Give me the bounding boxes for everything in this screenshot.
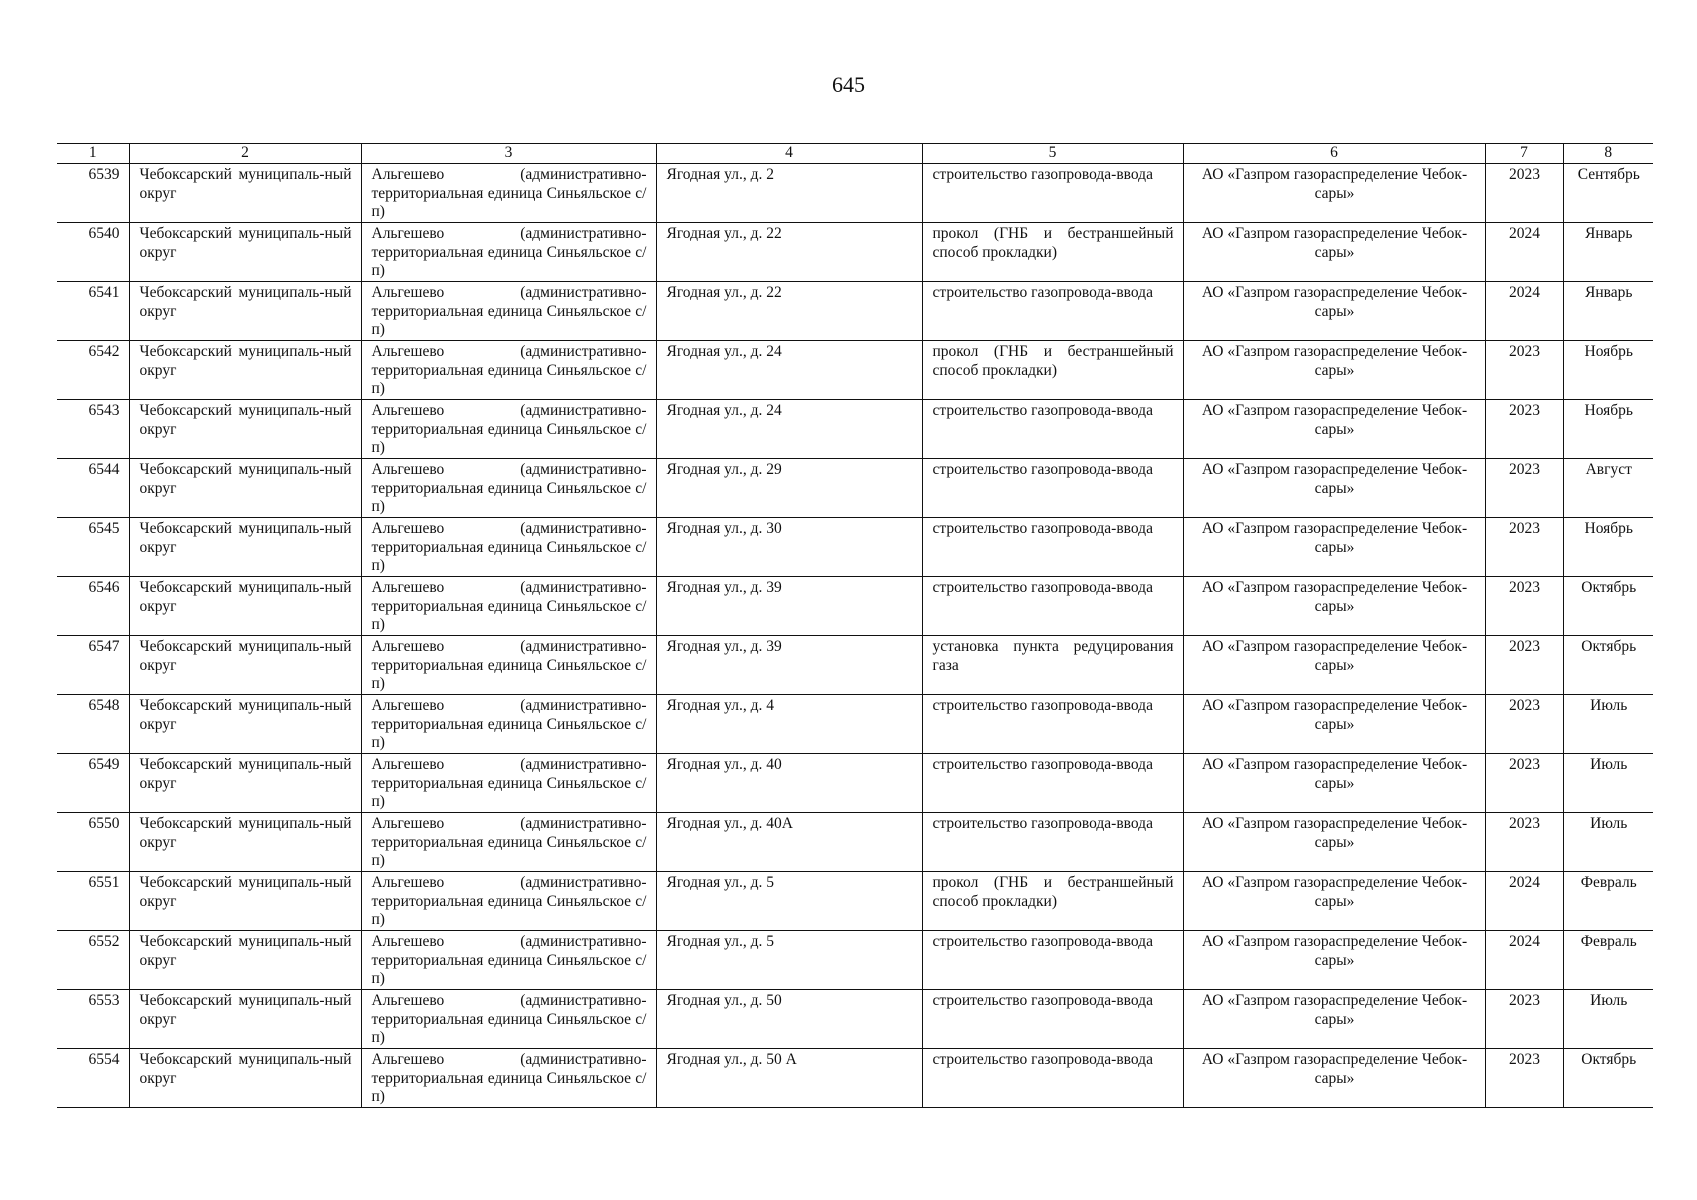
row-number-cell: 6553 bbox=[57, 990, 129, 1049]
table-row bbox=[57, 223, 1653, 282]
year-cell: 2024 bbox=[1485, 282, 1563, 341]
settlement-cell: Альгешево (административно-территориальная единица Синьяльское с/п) bbox=[361, 813, 656, 872]
column-header: 5 bbox=[922, 144, 1183, 164]
month-cell: Ноябрь bbox=[1563, 518, 1653, 577]
address-cell: Ягодная ул., д. 30 bbox=[656, 518, 922, 577]
work-type-cell: строительство газопровода-ввода bbox=[922, 164, 1183, 223]
work-type-cell: строительство газопровода-ввода bbox=[922, 754, 1183, 813]
table-row bbox=[57, 459, 1653, 518]
table-row bbox=[57, 636, 1653, 695]
settlement-cell: Альгешево (административно-территориальная единица Синьяльское с/п) bbox=[361, 1049, 656, 1108]
row-number-cell: 6542 bbox=[57, 341, 129, 400]
address-cell: Ягодная ул., д. 5 bbox=[656, 931, 922, 990]
organization-cell: АО «Газпром газораспределение Чебок-сары» bbox=[1183, 400, 1485, 459]
year-cell: 2023 bbox=[1485, 1049, 1563, 1108]
table-row bbox=[57, 282, 1653, 341]
work-type-cell: строительство газопровода-ввода bbox=[922, 695, 1183, 754]
month-cell: Июль bbox=[1563, 990, 1653, 1049]
year-cell: 2023 bbox=[1485, 695, 1563, 754]
month-cell: Январь bbox=[1563, 223, 1653, 282]
month-cell: Ноябрь bbox=[1563, 341, 1653, 400]
year-cell: 2023 bbox=[1485, 577, 1563, 636]
row-number-cell: 6544 bbox=[57, 459, 129, 518]
month-cell: Август bbox=[1563, 459, 1653, 518]
organization-cell: АО «Газпром газораспределение Чебок-сары» bbox=[1183, 636, 1485, 695]
address-cell: Ягодная ул., д. 40 bbox=[656, 754, 922, 813]
table-row bbox=[57, 872, 1653, 931]
row-number-cell: 6551 bbox=[57, 872, 129, 931]
district-cell: Чебоксарский муниципаль-ный округ bbox=[129, 813, 361, 872]
settlement-cell: Альгешево (административно-территориальная единица Синьяльское с/п) bbox=[361, 990, 656, 1049]
address-cell: Ягодная ул., д. 22 bbox=[656, 223, 922, 282]
settlement-cell: Альгешево (административно-территориальная единица Синьяльское с/п) bbox=[361, 931, 656, 990]
year-cell: 2024 bbox=[1485, 872, 1563, 931]
organization-cell: АО «Газпром газораспределение Чебок-сары» bbox=[1183, 813, 1485, 872]
settlement-cell: Альгешево (административно-территориальная единица Синьяльское с/п) bbox=[361, 872, 656, 931]
district-cell: Чебоксарский муниципаль-ный округ bbox=[129, 223, 361, 282]
settlement-cell: Альгешево (административно-территориальная единица Синьяльское с/п) bbox=[361, 518, 656, 577]
year-cell: 2024 bbox=[1485, 223, 1563, 282]
table-row bbox=[57, 813, 1653, 872]
column-header: 8 bbox=[1563, 144, 1653, 164]
registry-body bbox=[57, 164, 1653, 1108]
month-cell: Июль bbox=[1563, 754, 1653, 813]
address-cell: Ягодная ул., д. 50 bbox=[656, 990, 922, 1049]
organization-cell: АО «Газпром газораспределение Чебок-сары» bbox=[1183, 518, 1485, 577]
settlement-cell: Альгешево (административно-территориальная единица Синьяльское с/п) bbox=[361, 754, 656, 813]
district-cell: Чебоксарский муниципаль-ный округ bbox=[129, 282, 361, 341]
year-cell: 2023 bbox=[1485, 400, 1563, 459]
row-number-cell: 6541 bbox=[57, 282, 129, 341]
year-cell: 2023 bbox=[1485, 164, 1563, 223]
row-number-cell: 6539 bbox=[57, 164, 129, 223]
work-type-cell: прокол (ГНБ и бестраншейный способ прокладки) bbox=[922, 223, 1183, 282]
district-cell: Чебоксарский муниципаль-ный округ bbox=[129, 341, 361, 400]
year-cell: 2023 bbox=[1485, 754, 1563, 813]
row-number-cell: 6545 bbox=[57, 518, 129, 577]
table-row bbox=[57, 164, 1653, 223]
row-number-cell: 6552 bbox=[57, 931, 129, 990]
organization-cell: АО «Газпром газораспределение Чебок-сары» bbox=[1183, 872, 1485, 931]
work-type-cell: строительство газопровода-ввода bbox=[922, 990, 1183, 1049]
district-cell: Чебоксарский муниципаль-ный округ bbox=[129, 754, 361, 813]
work-type-cell: строительство газопровода-ввода bbox=[922, 518, 1183, 577]
organization-cell: АО «Газпром газораспределение Чебок-сары» bbox=[1183, 931, 1485, 990]
district-cell: Чебоксарский муниципаль-ный округ bbox=[129, 931, 361, 990]
district-cell: Чебоксарский муниципаль-ный округ bbox=[129, 1049, 361, 1108]
row-number-cell: 6548 bbox=[57, 695, 129, 754]
column-header: 3 bbox=[361, 144, 656, 164]
column-header: 1 bbox=[57, 144, 129, 164]
registry-table bbox=[57, 143, 1653, 1108]
settlement-cell: Альгешево (административно-территориальная единица Синьяльское с/п) bbox=[361, 223, 656, 282]
address-cell: Ягодная ул., д. 39 bbox=[656, 636, 922, 695]
column-header: 7 bbox=[1485, 144, 1563, 164]
district-cell: Чебоксарский муниципаль-ный округ bbox=[129, 577, 361, 636]
settlement-cell: Альгешево (административно-территориальная единица Синьяльское с/п) bbox=[361, 400, 656, 459]
year-cell: 2023 bbox=[1485, 518, 1563, 577]
work-type-cell: установка пункта редуцирования газа bbox=[922, 636, 1183, 695]
district-cell: Чебоксарский муниципаль-ный округ bbox=[129, 459, 361, 518]
table-row bbox=[57, 341, 1653, 400]
row-number-cell: 6547 bbox=[57, 636, 129, 695]
settlement-cell: Альгешево (административно-территориальная единица Синьяльское с/п) bbox=[361, 577, 656, 636]
district-cell: Чебоксарский муниципаль-ный округ bbox=[129, 872, 361, 931]
month-cell: Январь bbox=[1563, 282, 1653, 341]
address-cell: Ягодная ул., д. 29 bbox=[656, 459, 922, 518]
settlement-cell: Альгешево (административно-территориальная единица Синьяльское с/п) bbox=[361, 695, 656, 754]
work-type-cell: строительство газопровода-ввода bbox=[922, 931, 1183, 990]
organization-cell: АО «Газпром газораспределение Чебок-сары» bbox=[1183, 341, 1485, 400]
address-cell: Ягодная ул., д. 39 bbox=[656, 577, 922, 636]
row-number-cell: 6540 bbox=[57, 223, 129, 282]
address-cell: Ягодная ул., д. 24 bbox=[656, 400, 922, 459]
month-cell: Октябрь bbox=[1563, 1049, 1653, 1108]
work-type-cell: прокол (ГНБ и бестраншейный способ прокладки) bbox=[922, 341, 1183, 400]
settlement-cell: Альгешево (административно-территориальная единица Синьяльское с/п) bbox=[361, 164, 656, 223]
year-cell: 2024 bbox=[1485, 931, 1563, 990]
address-cell: Ягодная ул., д. 50 А bbox=[656, 1049, 922, 1108]
year-cell: 2023 bbox=[1485, 813, 1563, 872]
work-type-cell: строительство газопровода-ввода bbox=[922, 459, 1183, 518]
organization-cell: АО «Газпром газораспределение Чебок-сары» bbox=[1183, 577, 1485, 636]
column-header: 6 bbox=[1183, 144, 1485, 164]
row-number-cell: 6546 bbox=[57, 577, 129, 636]
work-type-cell: строительство газопровода-ввода bbox=[922, 813, 1183, 872]
organization-cell: АО «Газпром газораспределение Чебок-сары» bbox=[1183, 754, 1485, 813]
address-cell: Ягодная ул., д. 24 bbox=[656, 341, 922, 400]
settlement-cell: Альгешево (административно-территориальная единица Синьяльское с/п) bbox=[361, 341, 656, 400]
table-row bbox=[57, 400, 1653, 459]
work-type-cell: строительство газопровода-ввода bbox=[922, 577, 1183, 636]
settlement-cell: Альгешево (административно-территориальная единица Синьяльское с/п) bbox=[361, 636, 656, 695]
organization-cell: АО «Газпром газораспределение Чебок-сары» bbox=[1183, 164, 1485, 223]
row-number-cell: 6543 bbox=[57, 400, 129, 459]
row-number-cell: 6550 bbox=[57, 813, 129, 872]
table-row bbox=[57, 754, 1653, 813]
district-cell: Чебоксарский муниципаль-ный округ bbox=[129, 518, 361, 577]
table-row bbox=[57, 518, 1653, 577]
work-type-cell: прокол (ГНБ и бестраншейный способ прокладки) bbox=[922, 872, 1183, 931]
organization-cell: АО «Газпром газораспределение Чебок-сары» bbox=[1183, 223, 1485, 282]
year-cell: 2023 bbox=[1485, 990, 1563, 1049]
organization-cell: АО «Газпром газораспределение Чебок-сары» bbox=[1183, 1049, 1485, 1108]
district-cell: Чебоксарский муниципаль-ный округ bbox=[129, 695, 361, 754]
column-header: 4 bbox=[656, 144, 922, 164]
month-cell: Июль bbox=[1563, 695, 1653, 754]
organization-cell: АО «Газпром газораспределение Чебок-сары» bbox=[1183, 695, 1485, 754]
month-cell: Февраль bbox=[1563, 931, 1653, 990]
month-cell: Февраль bbox=[1563, 872, 1653, 931]
month-cell: Октябрь bbox=[1563, 636, 1653, 695]
district-cell: Чебоксарский муниципаль-ный округ bbox=[129, 990, 361, 1049]
year-cell: 2023 bbox=[1485, 636, 1563, 695]
month-cell: Июль bbox=[1563, 813, 1653, 872]
organization-cell: АО «Газпром газораспределение Чебок-сары» bbox=[1183, 282, 1485, 341]
row-number-cell: 6549 bbox=[57, 754, 129, 813]
address-cell: Ягодная ул., д. 22 bbox=[656, 282, 922, 341]
organization-cell: АО «Газпром газораспределение Чебок-сары» bbox=[1183, 459, 1485, 518]
month-cell: Сентябрь bbox=[1563, 164, 1653, 223]
work-type-cell: строительство газопровода-ввода bbox=[922, 282, 1183, 341]
row-number-cell: 6554 bbox=[57, 1049, 129, 1108]
district-cell: Чебоксарский муниципаль-ный округ bbox=[129, 164, 361, 223]
table-row bbox=[57, 931, 1653, 990]
address-cell: Ягодная ул., д. 4 bbox=[656, 695, 922, 754]
settlement-cell: Альгешево (административно-территориальная единица Синьяльское с/п) bbox=[361, 459, 656, 518]
year-cell: 2023 bbox=[1485, 459, 1563, 518]
year-cell: 2023 bbox=[1485, 341, 1563, 400]
work-type-cell: строительство газопровода-ввода bbox=[922, 400, 1183, 459]
table-row bbox=[57, 1049, 1653, 1108]
address-cell: Ягодная ул., д. 2 bbox=[656, 164, 922, 223]
address-cell: Ягодная ул., д. 40А bbox=[656, 813, 922, 872]
column-header: 2 bbox=[129, 144, 361, 164]
column-number-row bbox=[57, 144, 1653, 164]
address-cell: Ягодная ул., д. 5 bbox=[656, 872, 922, 931]
table-row bbox=[57, 577, 1653, 636]
month-cell: Ноябрь bbox=[1563, 400, 1653, 459]
district-cell: Чебоксарский муниципаль-ный округ bbox=[129, 400, 361, 459]
district-cell: Чебоксарский муниципаль-ный округ bbox=[129, 636, 361, 695]
page-number: 645 bbox=[832, 72, 865, 97]
organization-cell: АО «Газпром газораспределение Чебок-сары» bbox=[1183, 990, 1485, 1049]
settlement-cell: Альгешево (административно-территориальная единица Синьяльское с/п) bbox=[361, 282, 656, 341]
table-row bbox=[57, 990, 1653, 1049]
table-row bbox=[57, 695, 1653, 754]
work-type-cell: строительство газопровода-ввода bbox=[922, 1049, 1183, 1108]
month-cell: Октябрь bbox=[1563, 577, 1653, 636]
